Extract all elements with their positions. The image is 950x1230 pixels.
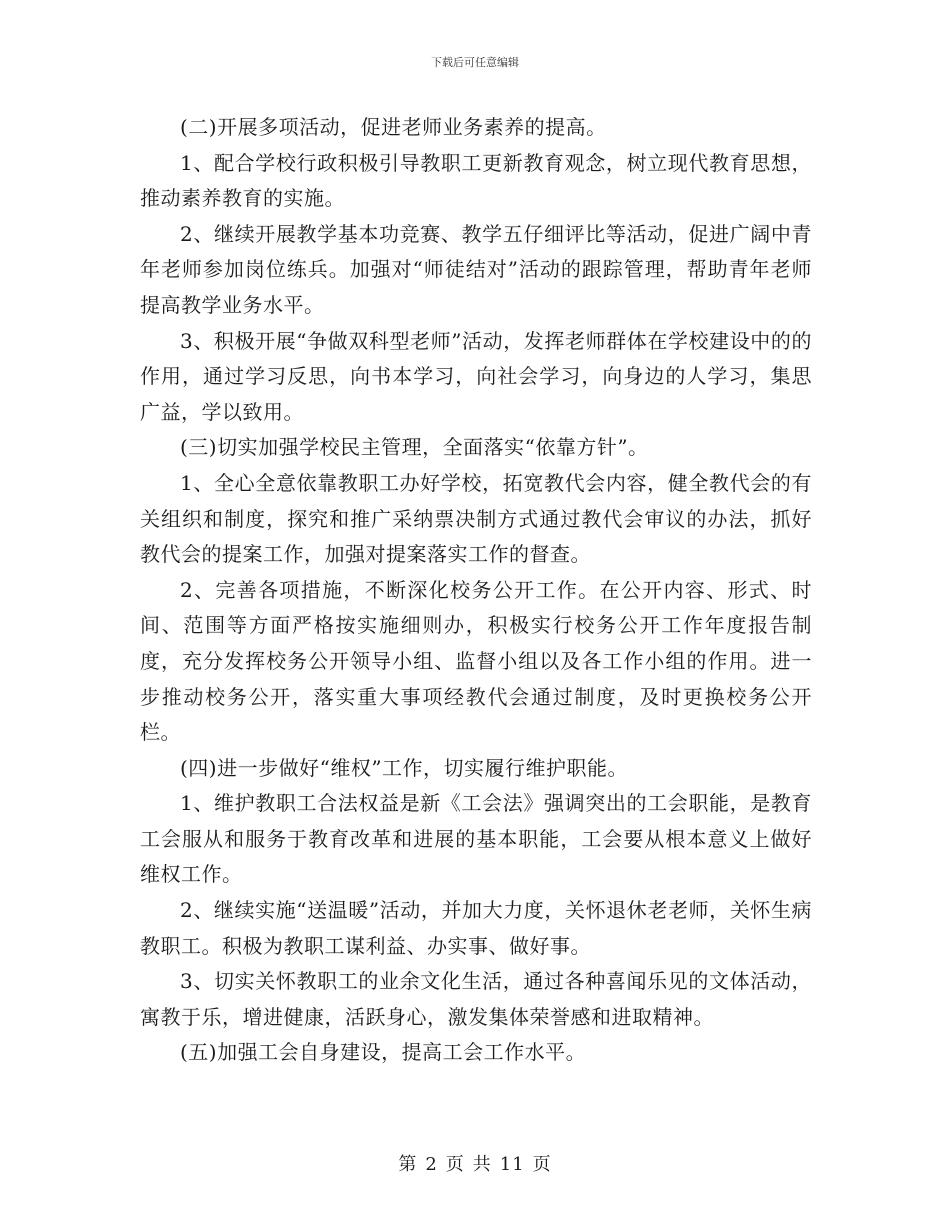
total-pages-number: 11 — [499, 1154, 525, 1175]
section-heading-2: (二)开展多项活动，促进老师业务素养的提高。 — [180, 115, 607, 139]
page-footer — [0, 1150, 950, 1176]
footer-total-label: 共 — [472, 1154, 492, 1175]
footer-page-label: 页 — [445, 1154, 465, 1175]
paragraph: 3、积极开展“争做双科型老师”活动，发挥老师群体在学校建设中的的作用，通过学习反思，向书本学习，向社会学习，向身边的人学习，集思广益，学以致用。 — [140, 328, 812, 424]
document-body — [140, 110, 812, 1071]
section-heading-3: (三)切实加强学校民主管理，全面落实“依靠方针”。 — [180, 435, 649, 460]
footer-prefix: 第 — [398, 1154, 418, 1175]
paragraph: 1、配合学校行政积极引导教职工更新教育观念，树立现代教育思想，推动素养教育的实施。 — [140, 150, 812, 211]
paragraph: 1、维护教职工合法权益是新《工会法》强调突出的工会职能，是教育工会服从和服务于教育改革和进展的基本职能，工会要从根本意义上做好维权工作。 — [140, 791, 812, 887]
paragraph: 3、切实关怀教职工的业余文化生活，通过各种喜闻乐见的文体活动，寓教于乐，增进健康，活跃身心，激发集体荣誉感和进取精神。 — [140, 969, 812, 1029]
section-heading-5: (五)加强工会自身建设，提高工会工作水平。 — [180, 1040, 587, 1065]
paragraph: 2、继续实施“送温暖”活动，并加大力度，关怀退休老老师，关怀生病教职工。积极为教职工谋利益、办实事、做好事。 — [140, 898, 812, 958]
paragraph: 2、完善各项措施，不断深化校务公开工作。在公开内容、形式、时间、范围等方面严格按实施细则办，积极实行校务公开工作年度报告制度，充分发挥校务公开领导小组、监督小组以及各工作小组的作用。进一步推动校务公开，落实重大事项经教代会通过制度，及时更换校务公开栏。 — [140, 577, 812, 745]
paragraph: 2、继续开展教学基本功竞赛、教学五仔细评比等活动，促进广阔中青年老师参加岗位练兵。加强对“师徒结对”活动的跟踪管理，帮助青年老师提高教学业务水平。 — [140, 221, 812, 317]
section-heading-4: (四)进一步做好“维权”工作，切实履行维护职能。 — [180, 755, 629, 780]
footer-suffix: 页 — [532, 1154, 552, 1175]
current-page-number: 2 — [425, 1154, 438, 1175]
page-header: 下载后可任意编辑 — [431, 56, 519, 69]
paragraph: 1、全心全意依靠教职工办好学校，拓宽教代会内容，健全教代会的有关组织和制度，探究和推广采纳票决制方式通过教代会审议的办法，抓好教代会的提案工作，加强对提案落实工作的督查。 — [140, 470, 812, 567]
